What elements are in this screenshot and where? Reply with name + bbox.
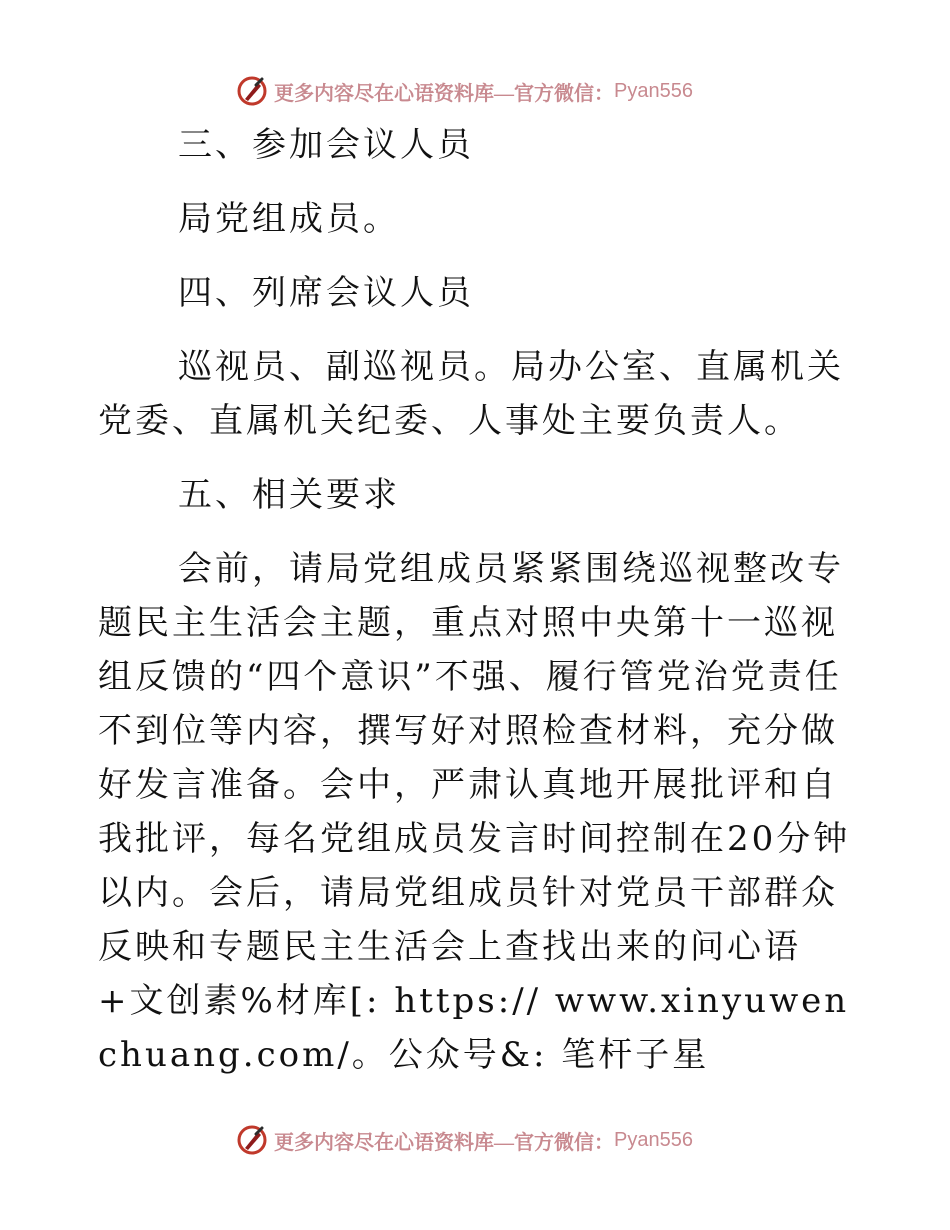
header-watermark-banner [236, 73, 693, 109]
section-heading-requirements: 五、相关要求 [178, 475, 400, 515]
pen-logo-icon [236, 1124, 268, 1156]
paragraph-attendees: 局党组成员。 [178, 199, 400, 239]
paragraph-requirements: 会前，请局党组成员紧紧围绕巡视整改专题民主生活会主题，重点对照中央第十一巡视组反馈的“四个意识”不强、履行管党治党责任不到位等内容，撰写好对照检查材料，充分做好发言准备。会中，严肃认真地开展批评和自我批评，每名党组成员发言时间控制在20分钟以内。会后，请局党组成员针对党员干部群众反映和专题民主生活会上查找出来的问心语+文创素%材库[: https:// www.xinyuwenchuang.com/。公众号&: 笔杆子星 [98, 549, 851, 1075]
section-heading-observers: 四、列席会议人员 [178, 273, 474, 313]
banner-wechat-id: Pyan556 [614, 1128, 693, 1151]
footer-watermark-banner [236, 1122, 693, 1158]
pen-logo-icon [236, 75, 268, 107]
paragraph-observers: 巡视员、副巡视员。局办公室、直属机关党委、直属机关纪委、人事处主要负责人。 [98, 347, 844, 441]
banner-wechat-id: Pyan556 [614, 79, 693, 102]
banner-text: 更多内容尽在心语资料库—官方微信： [274, 1131, 614, 1154]
section-heading-attendees: 三、参加会议人员 [178, 125, 474, 165]
banner-text: 更多内容尽在心语资料库—官方微信： [274, 82, 614, 105]
document-body [98, 118, 854, 1082]
